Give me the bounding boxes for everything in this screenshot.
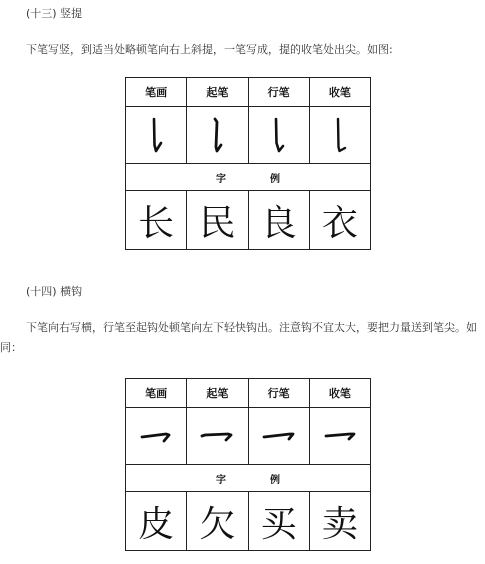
section-14-body: 下笔向右写横，行笔至起钩处顿笔向左下轻快钩出。注意钩不宜太大，要把力量送到笔尖。如同： [0, 321, 477, 354]
vertical-lift-stroke-icon [126, 107, 187, 164]
example-char: 欠 [187, 492, 248, 551]
horizontal-hook-end-icon [309, 408, 370, 465]
col-header-start: 起笔 [187, 379, 248, 408]
vertical-lift-end-icon [309, 107, 370, 164]
example-char: 买 [248, 492, 309, 551]
col-header-stroke: 笔画 [126, 379, 187, 408]
example-label-zi: 字 [216, 173, 226, 185]
vertical-lift-move-icon [248, 107, 309, 164]
example-label-li: 例 [270, 474, 280, 486]
example-label-zi: 字 [216, 474, 226, 486]
example-label-li: 例 [270, 173, 280, 185]
example-char: 良 [248, 191, 309, 250]
example-char: 民 [187, 191, 248, 250]
example-label-row [126, 164, 371, 191]
example-char: 长 [126, 191, 187, 250]
example-label-row [126, 465, 371, 492]
section-14-heading: (十四) 横钩 [26, 285, 83, 298]
section-13-stroke-table [125, 77, 371, 250]
section-13-heading: (十三) 竖提 [26, 7, 83, 20]
section-14-stroke-table [125, 378, 371, 551]
horizontal-hook-start-icon [187, 408, 248, 465]
col-header-move: 行笔 [248, 379, 309, 408]
col-header-end: 收笔 [309, 379, 370, 408]
horizontal-hook-move-icon [248, 408, 309, 465]
example-char: 卖 [309, 492, 370, 551]
example-char: 皮 [126, 492, 187, 551]
col-header-move: 行笔 [248, 78, 309, 107]
vertical-lift-start-icon [187, 107, 248, 164]
col-header-stroke: 笔画 [126, 78, 187, 107]
col-header-start: 起笔 [187, 78, 248, 107]
section-13-body: 下笔写竖，到适当处略顿笔向右上斜提，一笔写成，提的收笔处出尖。如图: [26, 43, 393, 56]
horizontal-hook-stroke-icon [126, 408, 187, 465]
col-header-end: 收笔 [309, 78, 370, 107]
example-char: 衣 [309, 191, 370, 250]
